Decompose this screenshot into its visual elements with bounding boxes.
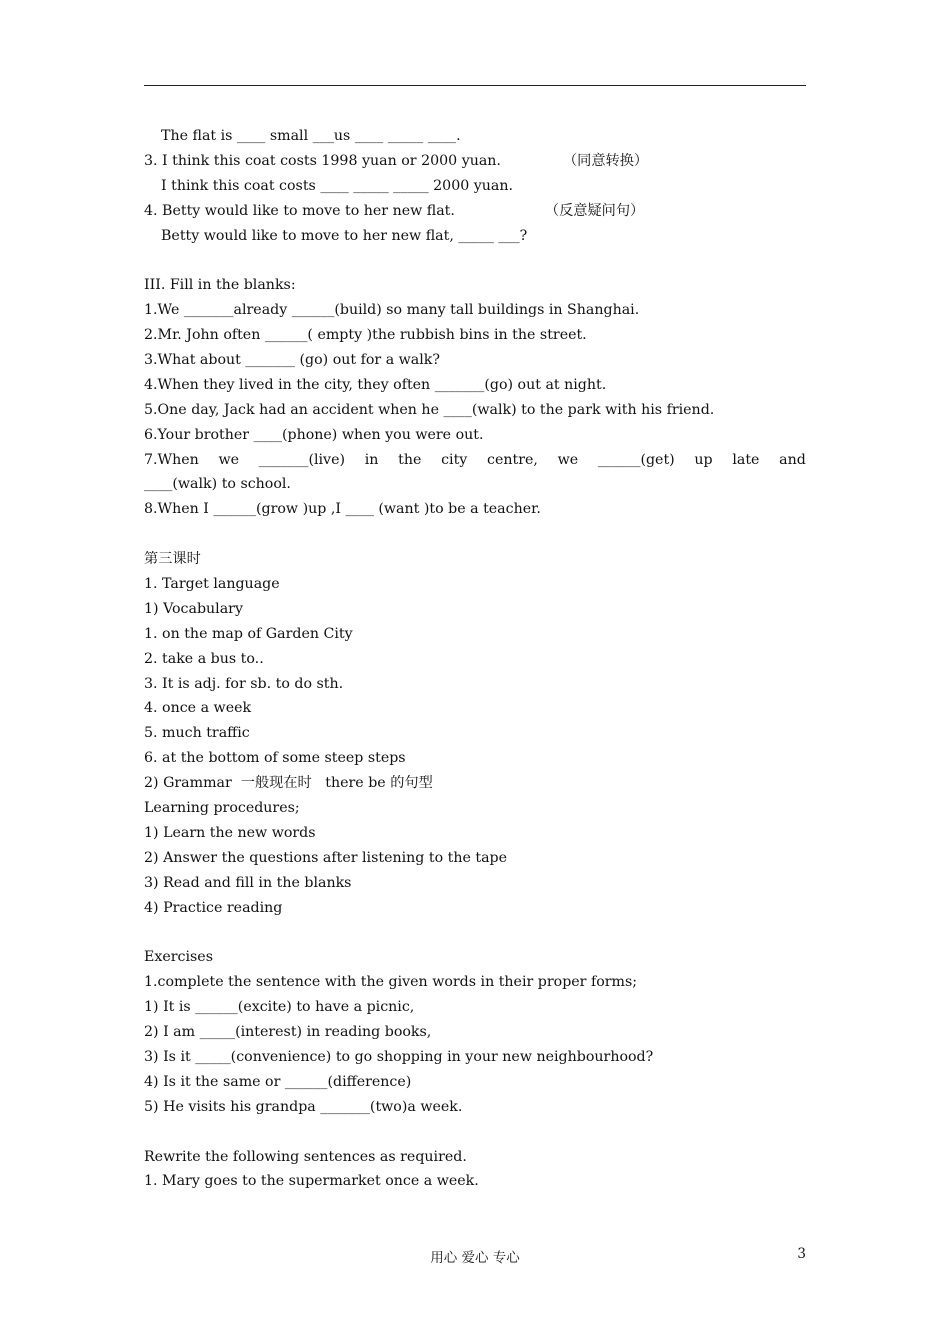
rewrite-item: 1. Mary goes to the supermarket once a week.: [144, 1173, 479, 1190]
exercise-item: 4) Is it the same or ______(difference): [144, 1073, 412, 1090]
vocab-heading: 1) Vocabulary: [144, 600, 243, 617]
item4-answer: Betty would like to move to her new flat, _____ ___?: [161, 227, 528, 244]
flat-sentence: The flat is ____ small ___us ____ _____ ____.: [161, 128, 461, 144]
procedure-item: 3) Read and fill in the blanks: [144, 874, 352, 891]
exercise-item: 5) He visits his grandpa _______(two)a week.: [144, 1098, 463, 1115]
page-number: 3: [797, 1246, 806, 1262]
item4-question: [144, 199, 806, 224]
word: the: [398, 451, 422, 468]
blank-line: [144, 921, 806, 946]
vocab-item: 1. on the map of Garden City: [144, 625, 353, 642]
vocab-item: 2. take a bus to..: [144, 650, 264, 667]
word: in: [364, 451, 379, 468]
word: city: [441, 451, 468, 468]
list-item: 8.When I ______(grow )up ,I ____ (want )to be a teacher.: [144, 501, 541, 518]
exercise-item: 1) It is ______(excite) to have a picnic,: [144, 999, 415, 1016]
lesson3-heading: 第三课时: [144, 551, 201, 568]
vocab-item: 6. at the bottom of some steep steps: [144, 750, 406, 767]
target-language: 1. Target language: [144, 576, 280, 593]
exercises-instruction: 1.complete the sentence with the given words in their proper forms;: [144, 974, 638, 991]
word: _______(live): [258, 451, 345, 468]
item3-answer: I think this coat costs ____ _____ _____ 2000 yuan.: [161, 177, 514, 194]
word: and: [779, 451, 806, 468]
page-content: [144, 124, 806, 1194]
word: up: [694, 451, 713, 468]
procedure-item: 2) Answer the questions after listening to the tape: [144, 849, 508, 866]
word: we: [218, 451, 240, 468]
procedures-heading: Learning procedures;: [144, 800, 300, 817]
vocab-item: 4. once a week: [144, 700, 252, 717]
vocab-item: 5. much traffic: [144, 725, 250, 742]
blank-line: [144, 522, 806, 547]
item7-continuation: ____(walk) to school.: [144, 476, 291, 493]
list-item: 3.What about _______ (go) out for a walk?: [144, 352, 441, 369]
word: centre,: [487, 451, 538, 468]
blank-line: [144, 1120, 806, 1145]
list-item: 5.One day, Jack had an accident when he ____(walk) to the park with his friend.: [144, 401, 715, 418]
word: we: [557, 451, 579, 468]
procedure-item: 4) Practice reading: [144, 899, 283, 916]
list-item: 6.Your brother ____(phone) when you were out.: [144, 426, 484, 443]
footer-motto: 用心 爱心 专心: [430, 1250, 520, 1266]
procedure-item: 1) Learn the new words: [144, 824, 316, 841]
exercises-heading: Exercises: [144, 949, 213, 966]
item7-line: [144, 448, 806, 473]
vocab-item: 3. It is adj. for sb. to do sth.: [144, 675, 344, 692]
rewrite-heading: Rewrite the following sentences as required.: [144, 1148, 467, 1165]
list-item: 4.When they lived in the city, they often _______(go) out at night.: [144, 376, 607, 393]
exercise-item: 2) I am _____(interest) in reading books,: [144, 1024, 432, 1041]
item3-hint: （同意转换）: [562, 152, 649, 169]
item4-text: 4. Betty would like to move to her new flat.: [144, 202, 455, 219]
item4-hint: （反意疑问句）: [544, 202, 645, 219]
word: 7.When: [144, 451, 199, 468]
item3-question: [144, 149, 806, 174]
word: late: [732, 451, 760, 468]
header-rule: [144, 85, 806, 86]
grammar-line: 2) Grammar 一般现在时 there be 的句型: [144, 775, 433, 792]
fill-blanks-heading: III. Fill in the blanks:: [144, 277, 296, 294]
list-item: 1.We _______already ______(build) so many tall buildings in Shanghai.: [144, 302, 640, 319]
list-item: 2.Mr. John often ______( empty )the rubbish bins in the street.: [144, 327, 587, 344]
word: ______(get): [597, 451, 675, 468]
blank-line: [144, 248, 806, 273]
exercise-item: 3) Is it _____(convenience) to go shopping in your new neighbourhood?: [144, 1048, 654, 1065]
item3-text: 3. I think this coat costs 1998 yuan or 2000 yuan.: [144, 152, 501, 169]
